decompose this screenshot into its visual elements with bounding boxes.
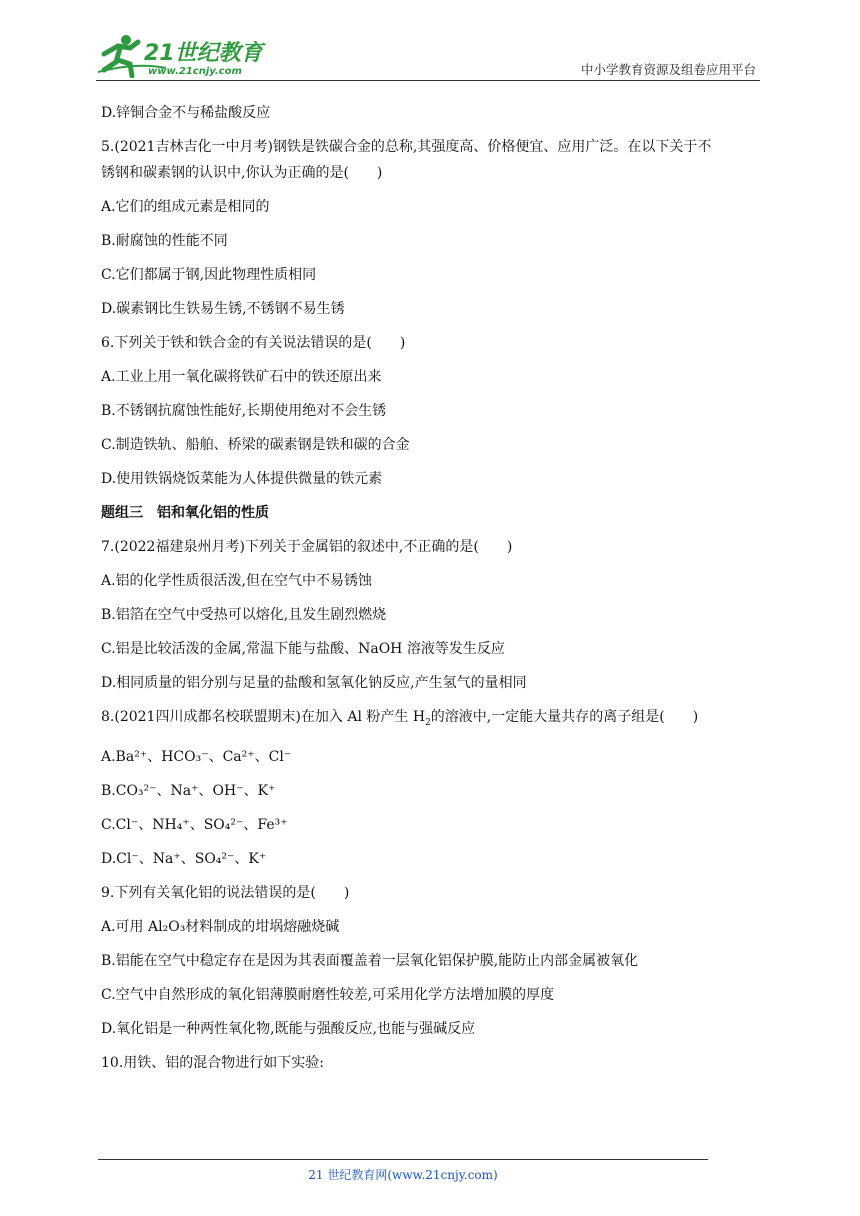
option-a: A.工业上用一氧化碳将铁矿石中的铁还原出来	[101, 369, 382, 385]
document-body	[101, 103, 766, 1087]
logo-url: www.21cnjy.com	[148, 66, 242, 77]
option-c: C.Cl⁻、NH₄⁺、SO₄²⁻、Fe³⁺	[101, 816, 288, 833]
option-c: C.空气中自然形成的氧化铝薄膜耐磨性较差,可采用化学方法增加膜的厚度	[101, 986, 555, 1003]
option-b: B.铝箔在空气中受热可以熔化,且发生剧烈燃烧	[101, 607, 387, 623]
option-a: A.铝的化学性质很活泼,但在空气中不易锈蚀	[101, 573, 373, 589]
text-line: D.锌铜合金不与稀盐酸反应	[101, 105, 271, 121]
option-b: B.耐腐蚀的性能不同	[101, 233, 228, 249]
question-8-stem	[101, 707, 766, 733]
option-a: A.它们的组成元素是相同的	[101, 199, 270, 215]
logo-text: 21世纪教育	[144, 41, 263, 66]
option-b: B.铝能在空气中稳定存在是因为其表面覆盖着一层氧化铝保护膜,能防止内部金属被氧化	[101, 952, 639, 969]
option-d: D.使用铁锅烧饭菜能为人体提供微量的铁元素	[101, 471, 383, 487]
question-8-stem-part: 的溶液中,一定能大量共存的离子组是( )	[430, 709, 699, 725]
question-7-stem: 7.(2022福建泉州月考)下列关于金属铝的叙述中,不正确的是( )	[101, 539, 513, 555]
footer-divider	[98, 1159, 708, 1160]
option-a: A.可用 Al₂O₃材料制成的坩埚熔融烧碱	[101, 918, 340, 935]
question-5-stem: 5.(2021吉林吉化一中月考)钢铁是铁碳合金的总称,其强度高、价格便宜、应用广泛。在以下关于不	[101, 139, 712, 155]
option-d: D.氧化铝是一种两性氧化物,既能与强酸反应,也能与强碱反应	[101, 1020, 476, 1037]
page-header	[96, 28, 760, 82]
section-heading: 题组三 铝和氧化铝的性质	[101, 505, 269, 521]
question-9-stem: 9.下列有关氧化铝的说法错误的是( )	[101, 884, 350, 901]
option-b: B.CO₃²⁻、Na⁺、OH⁻、K⁺	[101, 782, 276, 799]
option-b: B.不锈钢抗腐蚀性能好,长期使用绝对不会生锈	[101, 403, 387, 419]
header-divider	[96, 80, 760, 81]
question-10-stem: 10.用铁、铝的混合物进行如下实验:	[101, 1054, 324, 1071]
header-platform-text: 中小学教育资源及组卷应用平台	[580, 62, 756, 77]
option-a: A.Ba²⁺、HCO₃⁻、Ca²⁺、Cl⁻	[101, 748, 292, 765]
question-6-stem: 6.下列关于铁和铁合金的有关说法错误的是( )	[101, 335, 406, 351]
logo	[96, 32, 266, 78]
option-c: C.制造铁轨、船舶、桥梁的碳素钢是铁和碳的合金	[101, 437, 410, 453]
option-d: D.碳素钢比生铁易生锈,不锈钢不易生锈	[101, 301, 345, 317]
subscript: 2	[425, 717, 431, 728]
page-footer: 21 世纪教育网(www.21cnjy.com)	[308, 1168, 498, 1182]
option-d: D.相同质量的铝分别与足量的盐酸和氢氧化钠反应,产生氢气的量相同	[101, 675, 527, 691]
option-c: C.铝是比较活泼的金属,常温下能与盐酸、NaOH 溶液等发生反应	[101, 641, 505, 657]
option-d: D.Cl⁻、Na⁺、SO₄²⁻、K⁺	[101, 850, 267, 867]
question-8-stem-part: 8.(2021四川成都名校联盟期末)在加入 Al 粉产生 H	[101, 709, 426, 725]
question-5-stem-cont: 锈钢和碳素钢的认识中,你认为正确的是( )	[101, 165, 383, 181]
option-c: C.它们都属于钢,因此物理性质相同	[101, 267, 317, 283]
